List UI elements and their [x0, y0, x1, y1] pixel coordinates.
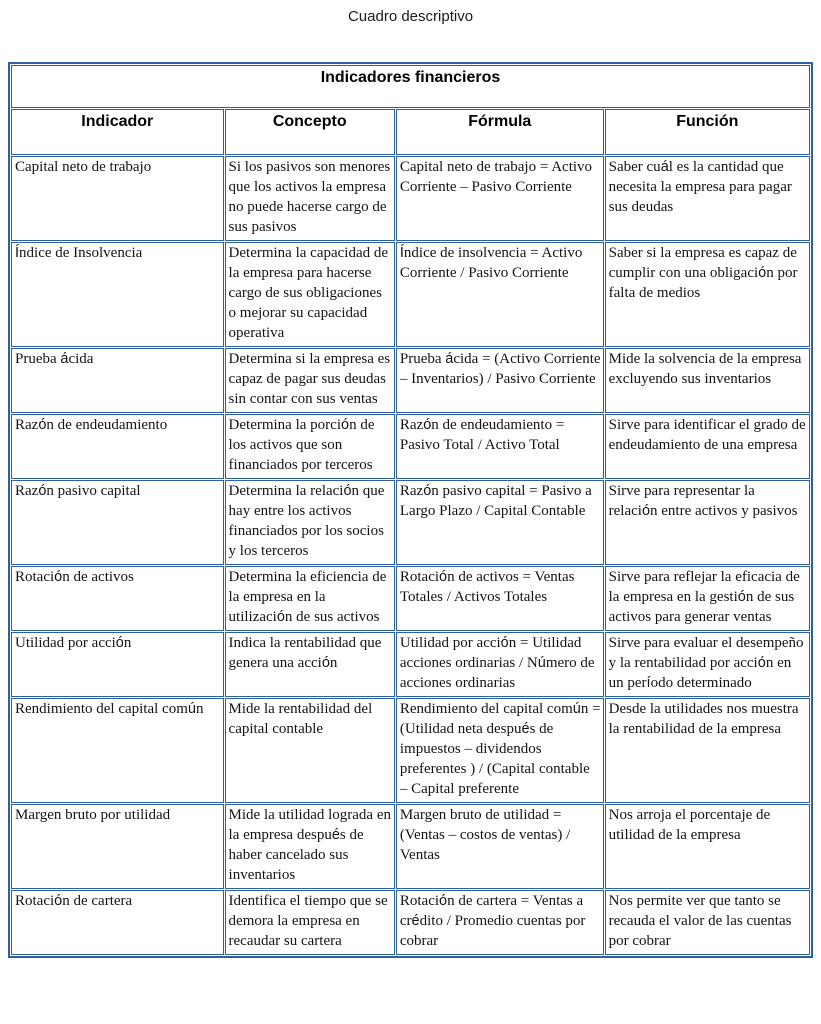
cell-formula: Rotación de cartera = Ventas a crédito / Promedio cuentas por cobrar [396, 890, 604, 955]
accented-glyph: á [60, 351, 69, 367]
cell-concepto: Mide la rentabilidad del capital contable [225, 698, 395, 803]
cell-indicador: Rotación de cartera [11, 890, 224, 955]
cell-formula: Rendimiento del capital común = (Utilidad neta después de impuestos – dividendos preferentes ) / (Capital contable – Capital preferente [396, 698, 604, 803]
accented-glyph: ó [423, 417, 432, 433]
table-title: Indicadores financieros [11, 65, 810, 108]
table-row [11, 348, 810, 413]
accented-glyph: ú [537, 655, 546, 671]
accented-glyph: ó [276, 609, 285, 625]
cell-concepto: Si los pasivos son menores que los activos la empresa no puede hacerse cargo de sus pasivos [225, 156, 395, 241]
cell-funcion: Mide la solvencia de la empresa excluyendo sus inventarios [605, 348, 810, 413]
cell-formula: Margen bruto de utilidad = (Ventas – costos de ventas) / Ventas [396, 804, 604, 889]
cell-funcion: Sirve para representar la relación entre activos y pasivos [605, 480, 810, 565]
cell-funcion: Sirve para evaluar el desempeño y la rentabilidad por acción en un período determinado [605, 632, 810, 697]
cell-indicador: Razón de endeudamiento [11, 414, 224, 479]
table-row [11, 698, 810, 803]
table-row [11, 632, 810, 697]
table-row [11, 156, 810, 241]
cell-funcion: Nos permite ver que tanto se recauda el valor de las cuentas por cobrar [605, 890, 810, 955]
accented-glyph: ú [187, 701, 196, 717]
accented-glyph: ó [38, 483, 47, 499]
accented-glyph: ú [572, 701, 581, 717]
cell-formula: Índice de insolvencia = Activo Corriente / Pasivo Corriente [396, 242, 604, 347]
financial-indicators-table [8, 62, 813, 958]
table-row [11, 414, 810, 479]
cell-funcion: Nos arroja el porcentaje de utilidad de la empresa [605, 804, 810, 889]
accented-glyph: é [331, 827, 340, 843]
accented-glyph: ó [54, 569, 63, 585]
cell-formula: Capital neto de trabajo = Activo Corriente – Pasivo Corriente [396, 156, 604, 241]
cell-formula: Razón pasivo capital = Pasivo a Largo Plazo / Capital Contable [396, 480, 604, 565]
accented-glyph: á [660, 159, 669, 175]
accented-glyph: ó [54, 893, 63, 909]
column-header-row [11, 109, 810, 155]
cell-concepto: Determina la relación que hay entre los activos financiados por los socios y los terceros [225, 480, 395, 565]
accented-glyph: ó [423, 483, 432, 499]
document-title: Cuadro descriptivo [347, 8, 474, 25]
table-row [11, 804, 810, 889]
accented-glyph: é [411, 913, 420, 929]
accented-glyph: ó [737, 589, 746, 605]
cell-concepto: Determina la porción de los activos que son financiados por terceros [225, 414, 395, 479]
column-header-funcion: Función [605, 109, 810, 155]
cell-funcion: Sirve para reflejar la eficacia de la empresa en la gestión de sus activos para generar ventas [605, 566, 810, 631]
cell-concepto: Mide la utilidad lograda en la empresa después de haber cancelado sus inventarios [225, 804, 395, 889]
cell-concepto: Determina si la empresa es capaz de pagar sus deudas sin contar con sus ventas [225, 348, 395, 413]
table-row [11, 890, 810, 955]
accented-glyph: í [646, 675, 651, 691]
column-header-indicador: Indicador [11, 109, 224, 155]
accented-glyph: ó [641, 503, 651, 519]
cell-indicador: Rotación de activos [11, 566, 224, 631]
accented-glyph: ó [340, 417, 350, 433]
cell-indicador: Rendimiento del capital común [11, 698, 224, 803]
cell-funcion: Saber cuál es la cantidad que necesita la empresa para pagar sus deudas [605, 156, 810, 241]
accented-glyph: ó [758, 265, 767, 281]
cell-funcion: Sirve para identificar el grado de endeudamiento de una empresa [605, 414, 810, 479]
cell-indicador: Índice de Insolvencia [11, 242, 224, 347]
accented-glyph: ó [115, 635, 124, 651]
accented-glyph: ó [439, 893, 448, 909]
accented-glyph: Í [399, 245, 404, 261]
accented-glyph: ó [343, 483, 352, 499]
cell-funcion: Desde la utilidades nos muestra la rentabilidad de la empresa [605, 698, 810, 803]
table-title-row [11, 65, 810, 108]
cell-indicador: Razón pasivo capital [11, 480, 224, 565]
cell-indicador: Utilidad por acción [11, 632, 224, 697]
accented-glyph: ó [321, 655, 330, 671]
accented-glyph: á [445, 351, 454, 367]
cell-funcion: Saber si la empresa es capaz de cumplir con una obligación por falta de medios [605, 242, 810, 347]
cell-indicador: Margen bruto por utilidad [11, 804, 224, 889]
column-header-concepto: Concepto [225, 109, 395, 155]
accented-glyph: é [521, 721, 530, 737]
column-header-formula: Fórmula [396, 109, 604, 155]
cell-formula: Razón de endeudamiento = Pasivo Total / Activo Total [396, 414, 604, 479]
accented-glyph: ó [500, 635, 509, 651]
table-row [11, 242, 810, 347]
cell-concepto: Indica la rentabilidad que genera una acción [225, 632, 395, 697]
table-row [11, 480, 810, 565]
cell-indicador: Prueba ácida [11, 348, 224, 413]
cell-concepto: Determina la capacidad de la empresa para hacerse cargo de sus obligaciones o mejorar su capacidad operativa [225, 242, 395, 347]
accented-glyph: Í [15, 245, 20, 261]
table-row [11, 566, 810, 631]
accented-glyph: ó [38, 417, 47, 433]
cell-concepto: Determina la eficiencia de la empresa en la utilización de sus activos [225, 566, 395, 631]
cell-indicador: Capital neto de trabajo [11, 156, 224, 241]
cell-formula: Rotación de activos = Ventas Totales / Activos Totales [396, 566, 604, 631]
cell-formula: Prueba ácida = (Activo Corriente – Inventarios) / Pasivo Corriente [396, 348, 604, 413]
accented-glyph: ó [757, 655, 766, 671]
cell-concepto: Identifica el tiempo que se demora la empresa en recaudar su cartera [225, 890, 395, 955]
accented-glyph: ó [439, 569, 448, 585]
cell-formula: Utilidad por acción = Utilidad acciones ordinarias / Número de acciones ordinarias [396, 632, 604, 697]
